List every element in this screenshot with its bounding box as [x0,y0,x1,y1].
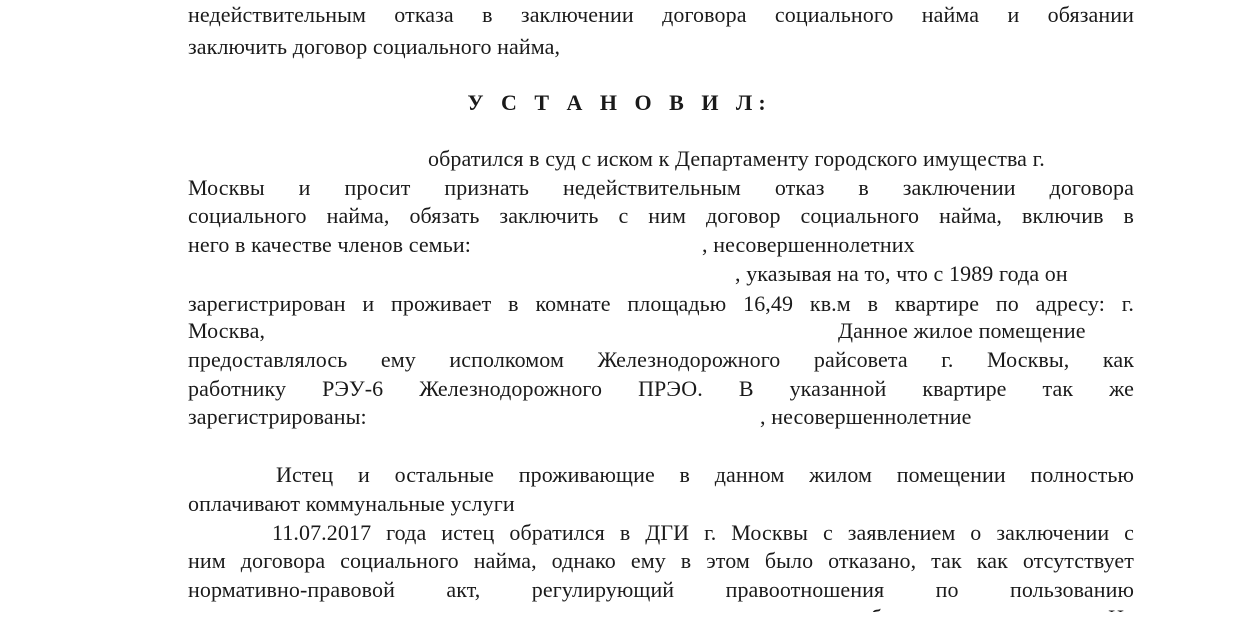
para1-line2: Москвы и просит признать недействительным отказ в заключении договора [188,175,1134,200]
para1-line7-end: Данное жилое помещение [838,318,1086,343]
para1-line9: работнику РЭУ-6 Железнодорожного ПРЭО. В указанной квартире так же [188,376,1134,401]
para1-line10-end: , несовершеннолетние [760,404,972,429]
para1-line1: обратился в суд с иском к Департаменту городского имущества г. [428,146,1045,171]
para3-line2: ним договора социального найма, однако ему в этом было отказано, так как отсутствует [188,548,1134,573]
para2-line1: Истец и остальные проживающие в данном жилом помещении полностью [276,462,1134,487]
para1-line4-end: , несовершеннолетних [702,232,915,257]
para1-line4-start: него в качестве членов семьи: [188,232,471,257]
page-crop-edge [0,612,1239,619]
para1-line8: предоставлялось ему исполкомом Железнодорожного райсовета г. Москвы, как [188,347,1134,372]
para3-line3: нормативно-правовой акт, регулирующий правоотношения по пользованию [188,577,1134,602]
para1-line10-start: зарегистрированы: [188,404,367,429]
para1-line6: зарегистрирован и проживает в комнате площадью 16,49 кв.м в квартире по адресу: г. [188,291,1134,316]
para1-line7-start: Москва, [188,318,266,343]
section-heading: У С Т А Н О В И Л: [467,90,772,115]
para1-line3: социального найма, обязать заключить с ним договор социального найма, включив в [188,203,1134,228]
intro-line-1: недействительным отказа в заключении договора социального найма и обязании [188,2,1134,27]
para3-line1: 11.07.2017 года истец обратился в ДГИ г. Москвы с заявлением о заключении с [272,520,1134,545]
para1-line5: , указывая на то, что с 1989 года он [735,261,1068,286]
intro-line-2: заключить договор социального найма, [188,34,561,59]
para2-line2: оплачивают коммунальные услуги [188,491,515,516]
